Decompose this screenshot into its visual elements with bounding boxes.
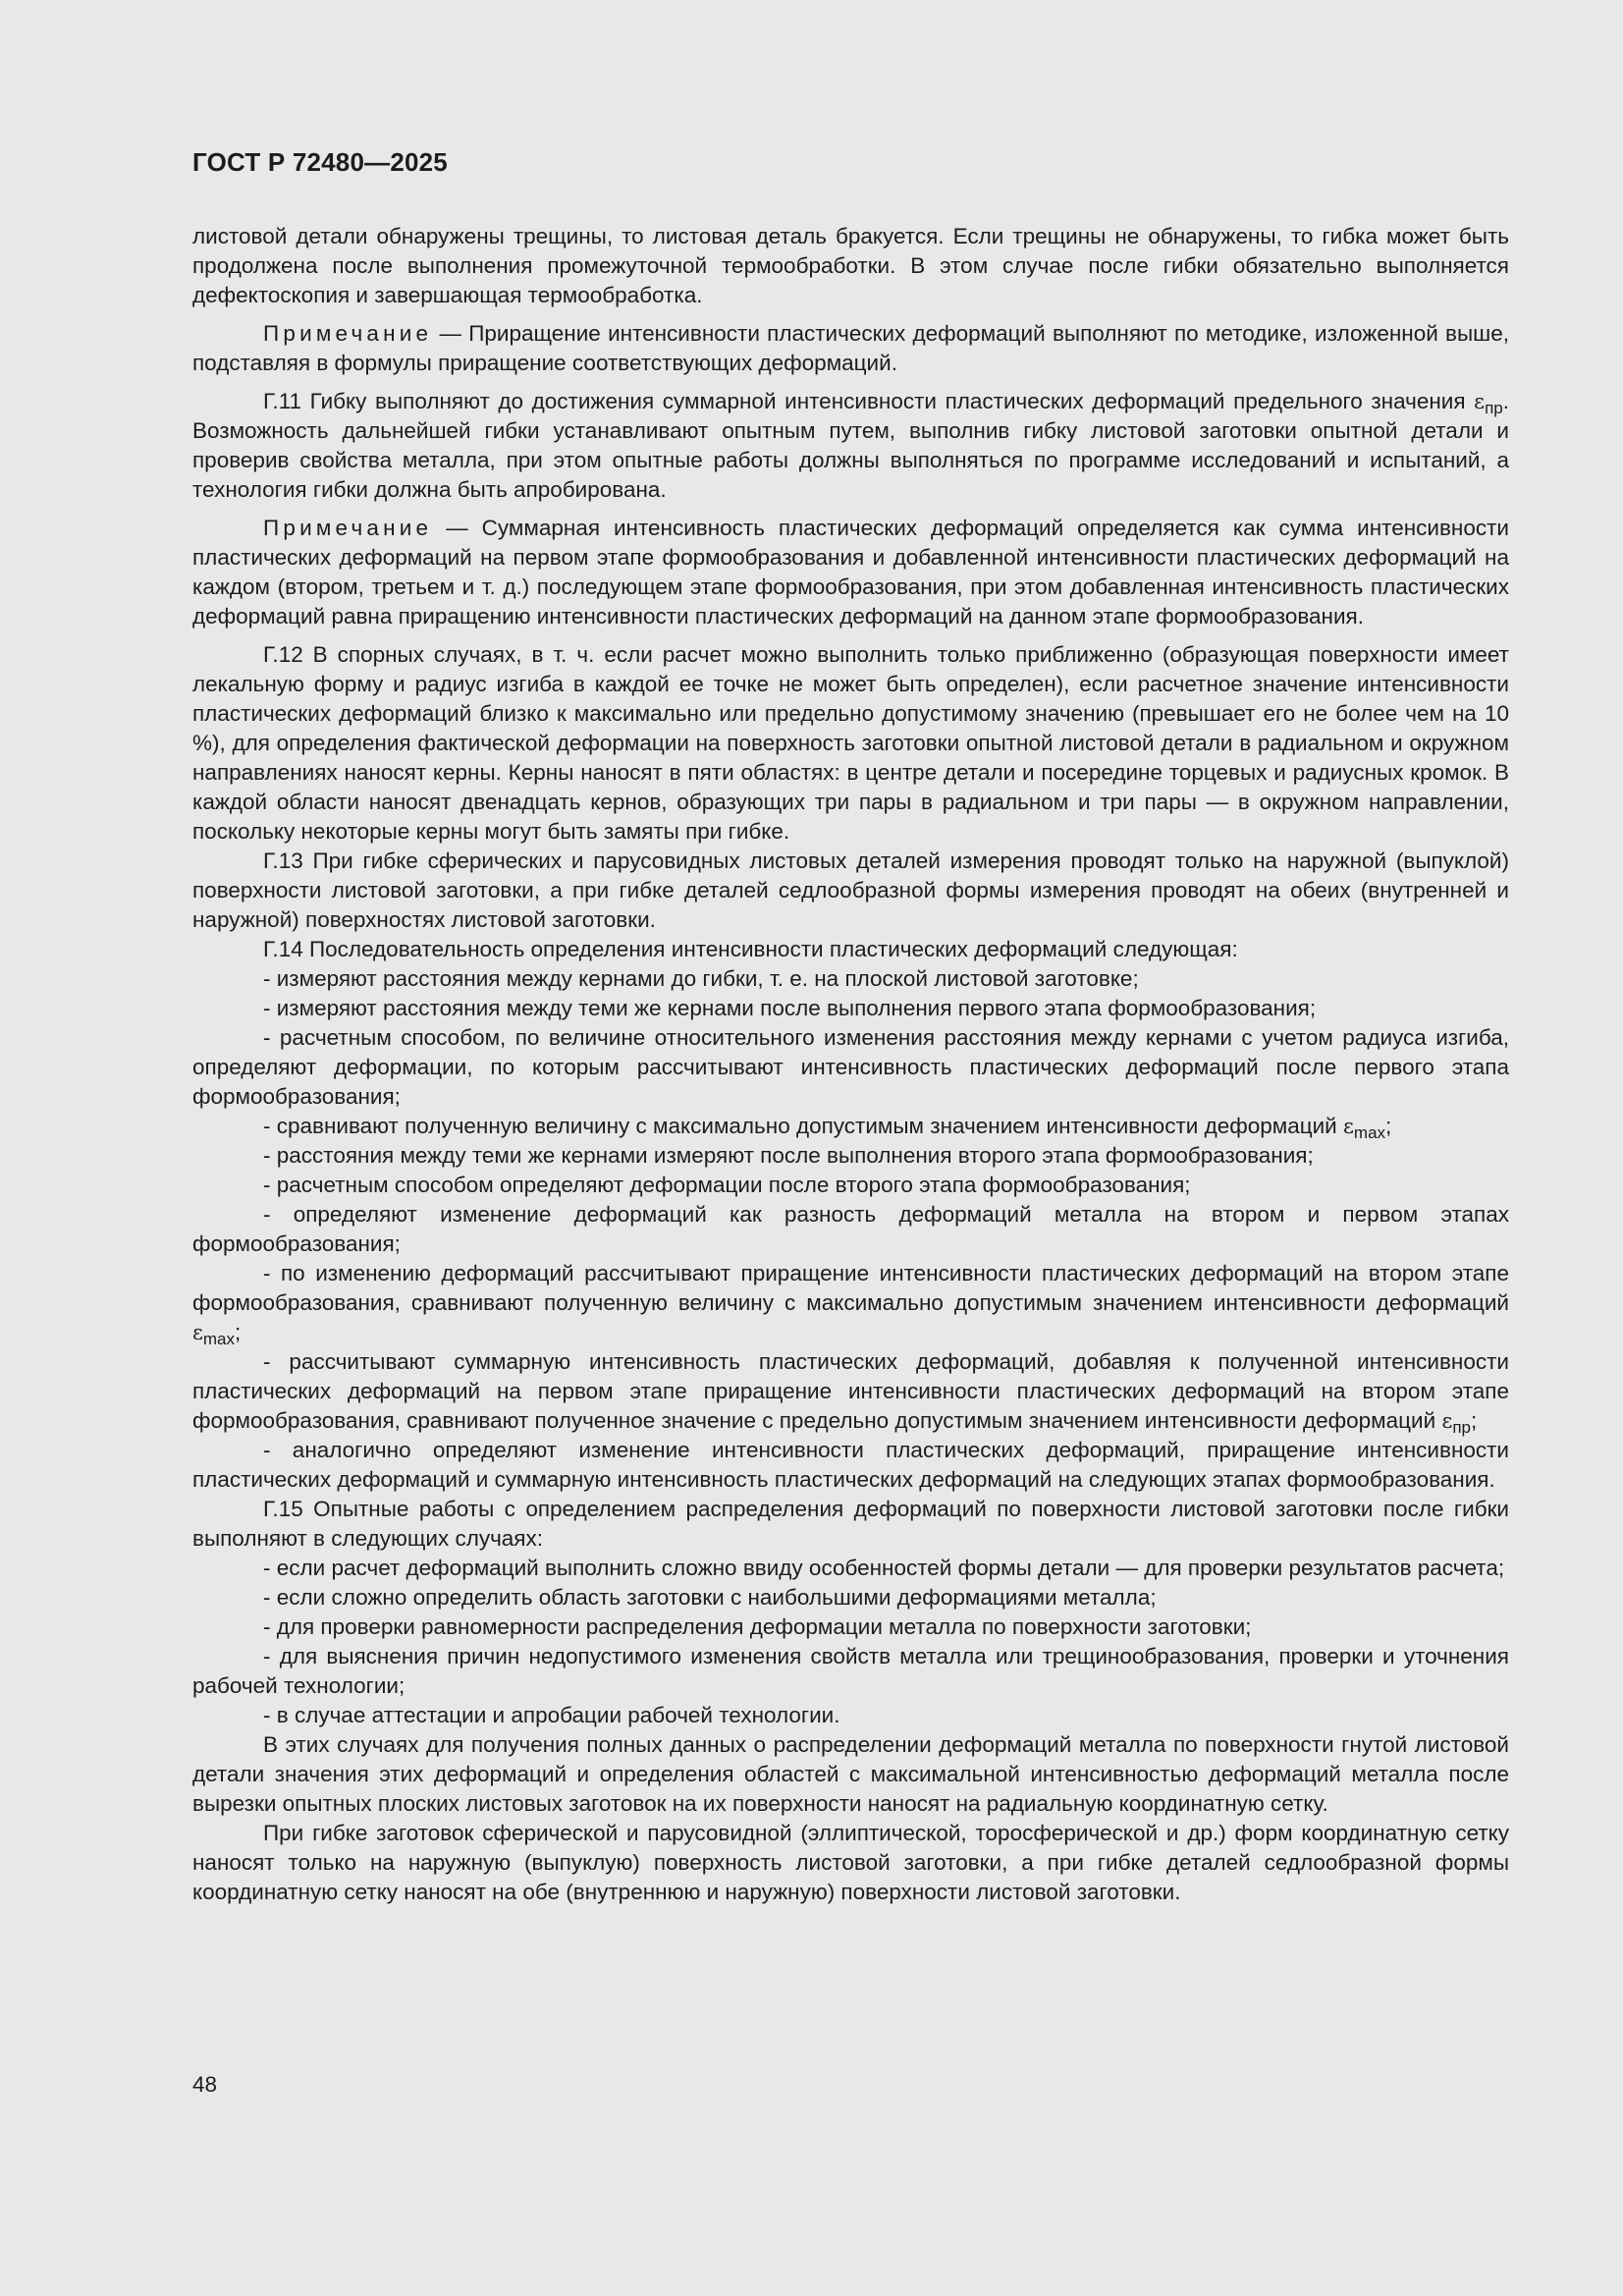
list-item xyxy=(192,1259,1509,1347)
epsilon-symbol: ε xyxy=(1441,1409,1453,1433)
note-paragraph xyxy=(192,319,1509,378)
list-item: - определяют изменение деформаций как разность деформаций металла на втором и первом этапах формообразования; xyxy=(192,1202,1509,1256)
page-body xyxy=(192,222,1509,1907)
list-item: - если расчет деформаций выполнить сложно ввиду особенностей формы детали — для проверки результатов расчета; xyxy=(263,1556,1505,1580)
list-item-end: ; xyxy=(1471,1408,1478,1433)
list-item: - в случае аттестации и апробации рабочей технологии. xyxy=(263,1703,840,1727)
note-text: — Приращение интенсивности пластических деформаций выполняют по методике, изложенной выше, подставляя в формулы приращение соответствующих деформаций. xyxy=(192,321,1509,375)
list-item: - измеряют расстояния между кернами до гибки, т. е. на плоской листовой заготовке; xyxy=(263,966,1139,991)
list-item: - расстояния между теми же кернами измеряют после выполнения второго этапа формообразования; xyxy=(263,1143,1314,1168)
list-item-text: - рассчитывают суммарную интенсивность пластических деформаций, добавляя к полученной интенсивности пластических деформаций на первом этапе приращение интенсивности пластических деформаций на втором этапе формообразования, сравнивают полученное значение с предельно допустимым значением интенсивности деформаций xyxy=(192,1349,1509,1433)
list-item-text: - по изменению деформаций рассчитывают приращение интенсивности пластических деформаций на втором этапе формообразования, сравнивают полученную величину с максимально допустимым значением интенсивности деформаций xyxy=(192,1261,1509,1315)
list-item: - аналогично определяют изменение интенсивности пластических деформаций, приращение интенсивности пластических деформаций и суммарную интенсивность пластических деформаций на следующих этапах формообразования. xyxy=(192,1438,1509,1492)
list-item-end: ; xyxy=(235,1320,242,1344)
clause-g11 xyxy=(192,387,1509,505)
clause-g11-text-a: Г.11 Гибку выполняют до достижения суммарной интенсивности пластических деформаций предельного значения xyxy=(263,389,1475,413)
list-item xyxy=(192,1112,1509,1141)
epsilon-symbol: ε xyxy=(1343,1115,1354,1138)
subscript-max: max xyxy=(1353,1123,1386,1142)
note-text: — Суммарная интенсивность пластических деформаций определяется как сумма интенсивности пластических деформаций на первом этапе формообразования и добавленной интенсивности пластических деформаций на каждом (втором, третьем и т. д.) последующем этапе формообразования, при этом добавленная интенсивность пластических деформаций равна приращению интенсивности пластических деформаций на данном этапе формообразования. xyxy=(192,516,1509,629)
subscript-pr: пр xyxy=(1452,1418,1471,1437)
subscript-max: max xyxy=(202,1330,236,1348)
list-item-end: ; xyxy=(1385,1114,1392,1138)
clause-g15: Г.15 Опытные работы с определением распределения деформаций по поверхности листовой заготовки после гибки выполняют в следующих случаях: xyxy=(192,1497,1509,1551)
clause-g14: Г.14 Последовательность определения интенсивности пластических деформаций следующая: xyxy=(263,937,1238,961)
clause-g12: Г.12 В спорных случаях, в т. ч. если расчет можно выполнить только приближенно (образующая поверхности имеет лекальную форму и радиус изгиба в каждой ее точке не может быть определен), если расчетное значение интенсивности пластических деформаций близко к максимально или предельно допустимому значению (превышает его не более чем на 10 %), для определения фактической деформации на поверхность заготовки опытной листовой детали в радиальном и окружном направлениях наносят керны. Керны наносят в пяти областях: в центре детали и посередине торцевых и радиусных кромок. В каждой области наносят двенадцать кернов, образующих три пары в радиальном и три пары — в окружном направлении, поскольку некоторые керны могут быть замяты при гибке. xyxy=(192,642,1509,844)
list-item: - если сложно определить область заготовки с наибольшими деформациями металла; xyxy=(263,1585,1157,1610)
clause-g11-text-b: . Возможность дальнейшей гибки устанавливают опытным путем, выполнив гибку листовой заготовки опытной детали и проверив свойства металла, при этом опытные работы должны выполняться по программе исследований и испытаний, а технология гибки должна быть апробирована. xyxy=(192,389,1509,502)
note-label: Примечание xyxy=(263,321,433,346)
paragraph: При гибке заготовок сферической и парусовидной (эллиптической, торосферической и др.) форм координатную сетку наносят только на наружную (выпуклую) поверхность листовой заготовки, а при гибке деталей седлообразной формы координатную сетку наносят на обе (внутреннюю и наружную) поверхности листовой заготовки. xyxy=(192,1821,1509,1904)
list-item xyxy=(192,1347,1509,1436)
epsilon-symbol: ε xyxy=(192,1321,203,1344)
list-item: - измеряют расстояния между теми же кернами после выполнения первого этапа формообразования; xyxy=(263,996,1317,1020)
paragraph-continued: листовой детали обнаружены трещины, то листовая деталь бракуется. Если трещины не обнаружены, то гибка может быть продолжена после выполнения промежуточной термообработки. В этом случае после гибки обязательно выполняется дефектоскопия и завершающая термообработка. xyxy=(192,224,1509,307)
epsilon-symbol: ε xyxy=(1474,390,1486,413)
list-item: - расчетным способом, по величине относительного изменения расстояния между кернами с учетом радиуса изгиба, определяют деформации, по которым рассчитывают интенсивность пластических деформаций после первого этапа формообразования; xyxy=(192,1025,1509,1109)
list-item: - расчетным способом определяют деформации после второго этапа формообразования; xyxy=(263,1173,1191,1197)
note-paragraph xyxy=(192,514,1509,631)
subscript-pr: пр xyxy=(1485,399,1503,417)
note-label: Примечание xyxy=(263,516,433,540)
document-header: ГОСТ Р 72480—2025 xyxy=(192,147,448,177)
list-item: - для выяснения причин недопустимого изменения свойств металла или трещинообразования, проверки и уточнения рабочей технологии; xyxy=(192,1644,1509,1698)
list-item-text: - сравнивают полученную величину с максимально допустимым значением интенсивности деформаций xyxy=(263,1114,1344,1138)
clause-g13: Г.13 При гибке сферических и парусовидных листовых деталей измерения проводят только на наружной (выпуклой) поверхности листовой заготовки, а при гибке деталей седлообразной формы измерения проводят на обеих (внутренней и наружной) поверхностях листовой заготовки. xyxy=(192,848,1509,932)
paragraph: В этих случаях для получения полных данных о распределении деформаций металла по поверхности гнутой листовой детали значения этих деформаций и определения областей с максимальной интенсивностью деформаций металла после вырезки опытных плоских листовых заготовок на их поверхности наносят на радиальную координатную сетку. xyxy=(192,1732,1509,1816)
list-item: - для проверки равномерности распределения деформации металла по поверхности заготовки; xyxy=(263,1614,1252,1639)
page-number: 48 xyxy=(192,2072,218,2097)
